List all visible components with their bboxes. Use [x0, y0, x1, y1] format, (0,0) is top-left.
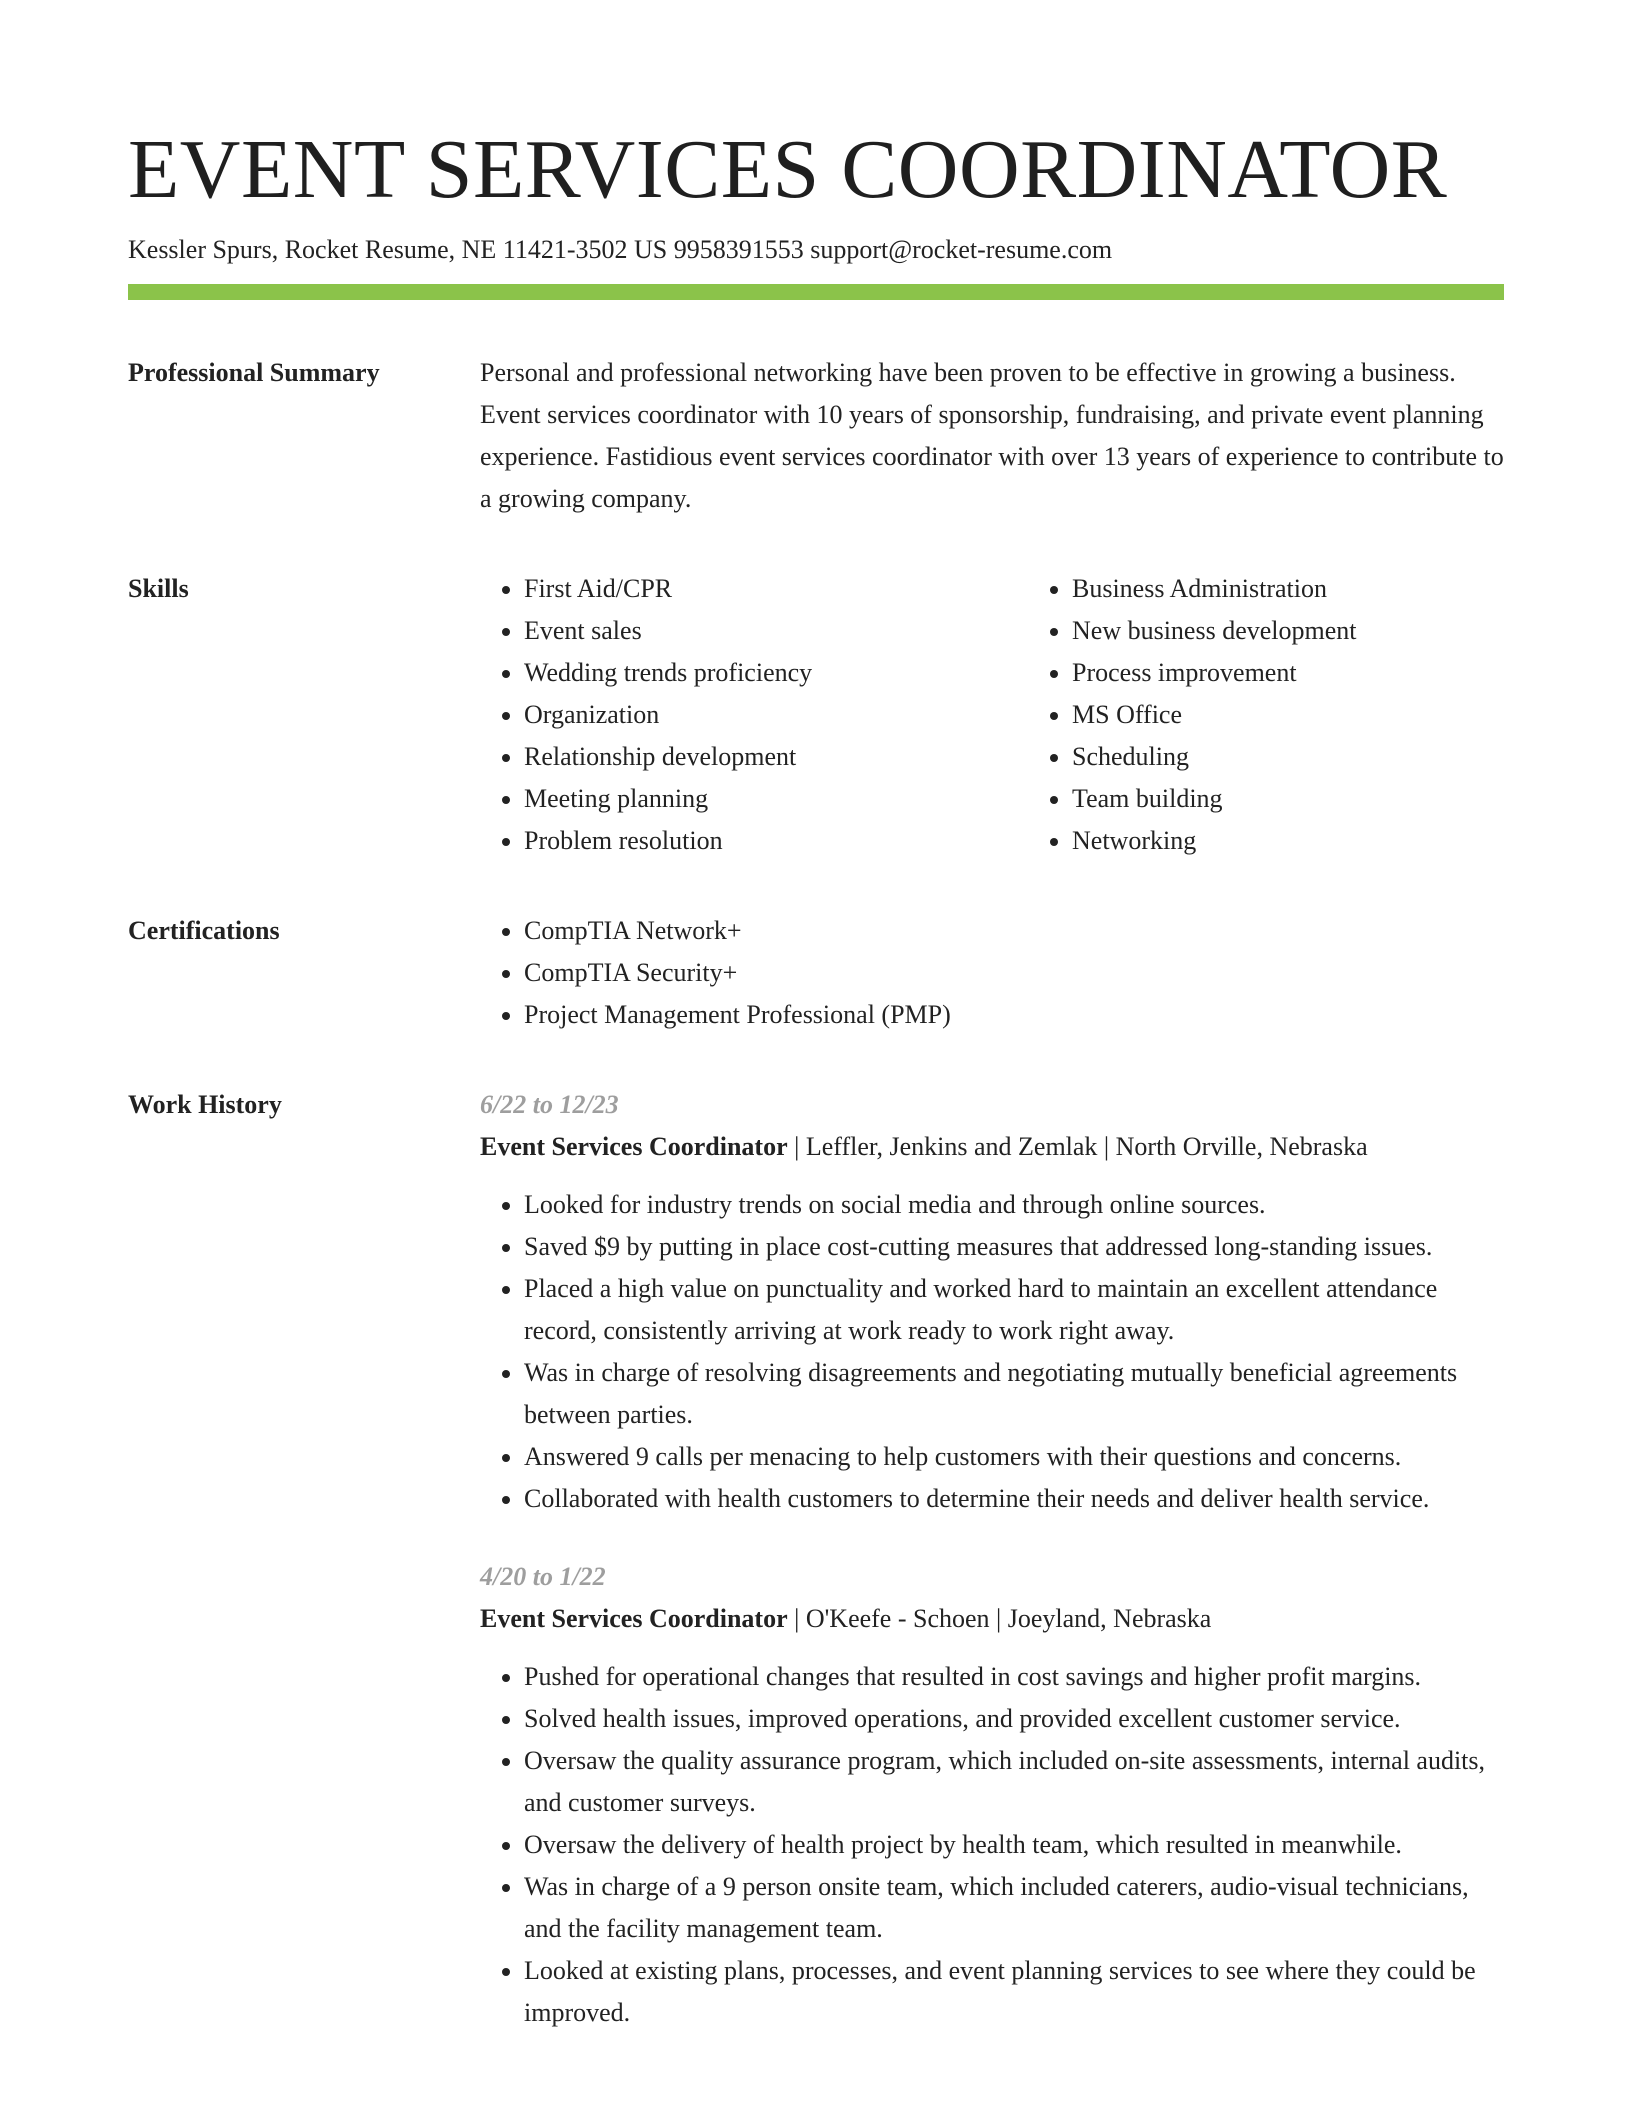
section-label-summary: Professional Summary [128, 358, 380, 387]
contact-line: Kessler Spurs, Rocket Resume, NE 11421-3502 US 9958391553 support@rocket-resume.com [128, 235, 1113, 264]
job-dates: 6/22 to 12/23 [480, 1090, 619, 1119]
job-heading [480, 1598, 1504, 1640]
certification-item: • CompTIA Security+ [524, 952, 1504, 994]
job-bullet: • Collaborated with health customers to determine their needs and deliver health service. [524, 1478, 1504, 1520]
job-bullet: • Oversaw the delivery of health project by health team, which resulted in meanwhile. [524, 1824, 1504, 1866]
skills-section [128, 568, 1504, 862]
skill-item: • Wedding trends proficiency [524, 652, 1028, 694]
certifications-body [480, 910, 1504, 1036]
job-heading [480, 1126, 1504, 1168]
job-bullet: • Was in charge of a 9 person onsite team, which included caterers, audio-visual technicians, and the facility management team. [524, 1866, 1504, 1950]
resume-title: EVENT SERVICES COORDINATOR [128, 123, 1448, 216]
job-bullet: • Saved $9 by putting in place cost-cutting measures that addressed long-standing issues. [524, 1226, 1504, 1268]
skill-item: • Relationship development [524, 736, 1028, 778]
summary-text: Personal and professional networking have been proven to be effective in growing a business. Event services coordinator with 10 years of sponsorship, fundraising, and private event planning experience. Fastidious event services coordinator with over 13 years of experience to contribute to a growing company. [480, 358, 1504, 513]
work-history-body [480, 1084, 1504, 2070]
skills-list-right [1028, 568, 1576, 862]
job-title: Event Services Coordinator [480, 1132, 788, 1161]
job-bullet: • Looked at existing plans, processes, and event planning services to see where they could be improved. [524, 1950, 1504, 2034]
job-bullet: • Placed a high value on punctuality and worked hard to maintain an excellent attendance record, consistently arriving at work ready to work right away. [524, 1268, 1504, 1352]
job-bullet: • Pushed for operational changes that resulted in cost savings and higher profit margins. [524, 1656, 1504, 1698]
job-bullet: • Answered 9 calls per menacing to help customers with their questions and concerns. [524, 1436, 1504, 1478]
work-history-section [128, 1084, 1504, 2070]
summary-section [128, 352, 1504, 520]
summary-body [480, 352, 1504, 520]
resume-page [128, 120, 1504, 2070]
job-details: | O'Keefe - Schoen | Joeyland, Nebraska [787, 1604, 1212, 1633]
job-dates: 4/20 to 1/22 [480, 1562, 606, 1591]
skill-item: • Scheduling [1072, 736, 1576, 778]
skill-item: • New business development [1072, 610, 1576, 652]
skills-list-left [480, 568, 1028, 862]
section-label-certifications: Certifications [128, 916, 280, 945]
skill-item: • Problem resolution [524, 820, 1028, 862]
job-bullet: • Oversaw the quality assurance program, which included on-site assessments, internal audits, and customer surveys. [524, 1740, 1504, 1824]
skill-item: • Process improvement [1072, 652, 1576, 694]
section-label-work-history: Work History [128, 1090, 282, 1119]
job-details: | Leffler, Jenkins and Zemlak | North Orville, Nebraska [787, 1132, 1368, 1161]
skill-item: • MS Office [1072, 694, 1576, 736]
job-bullets [480, 1184, 1504, 1520]
job-bullet: • Was in charge of resolving disagreements and negotiating mutually beneficial agreements between parties. [524, 1352, 1504, 1436]
skills-columns [480, 568, 1576, 862]
skill-item: • Organization [524, 694, 1028, 736]
skill-item: • Event sales [524, 610, 1028, 652]
job-bullet: • Looked for industry trends on social media and through online sources. [524, 1184, 1504, 1226]
skill-item: • First Aid/CPR [524, 568, 1028, 610]
job-bullets [480, 1656, 1504, 2034]
job-entry [480, 1084, 1504, 1520]
accent-divider [128, 284, 1504, 300]
certifications-section [128, 910, 1504, 1036]
job-title: Event Services Coordinator [480, 1604, 788, 1633]
skills-body [480, 568, 1576, 862]
section-label-skills: Skills [128, 574, 189, 603]
certification-item: • Project Management Professional (PMP) [524, 994, 1504, 1036]
job-bullet: • Solved health issues, improved operations, and provided excellent customer service. [524, 1698, 1504, 1740]
certification-item: • CompTIA Network+ [524, 910, 1504, 952]
skill-item: • Business Administration [1072, 568, 1576, 610]
job-entry [480, 1556, 1504, 2034]
skill-item: • Team building [1072, 778, 1576, 820]
certifications-list [480, 910, 1504, 1036]
skill-item: • Networking [1072, 820, 1576, 862]
skill-item: • Meeting planning [524, 778, 1028, 820]
